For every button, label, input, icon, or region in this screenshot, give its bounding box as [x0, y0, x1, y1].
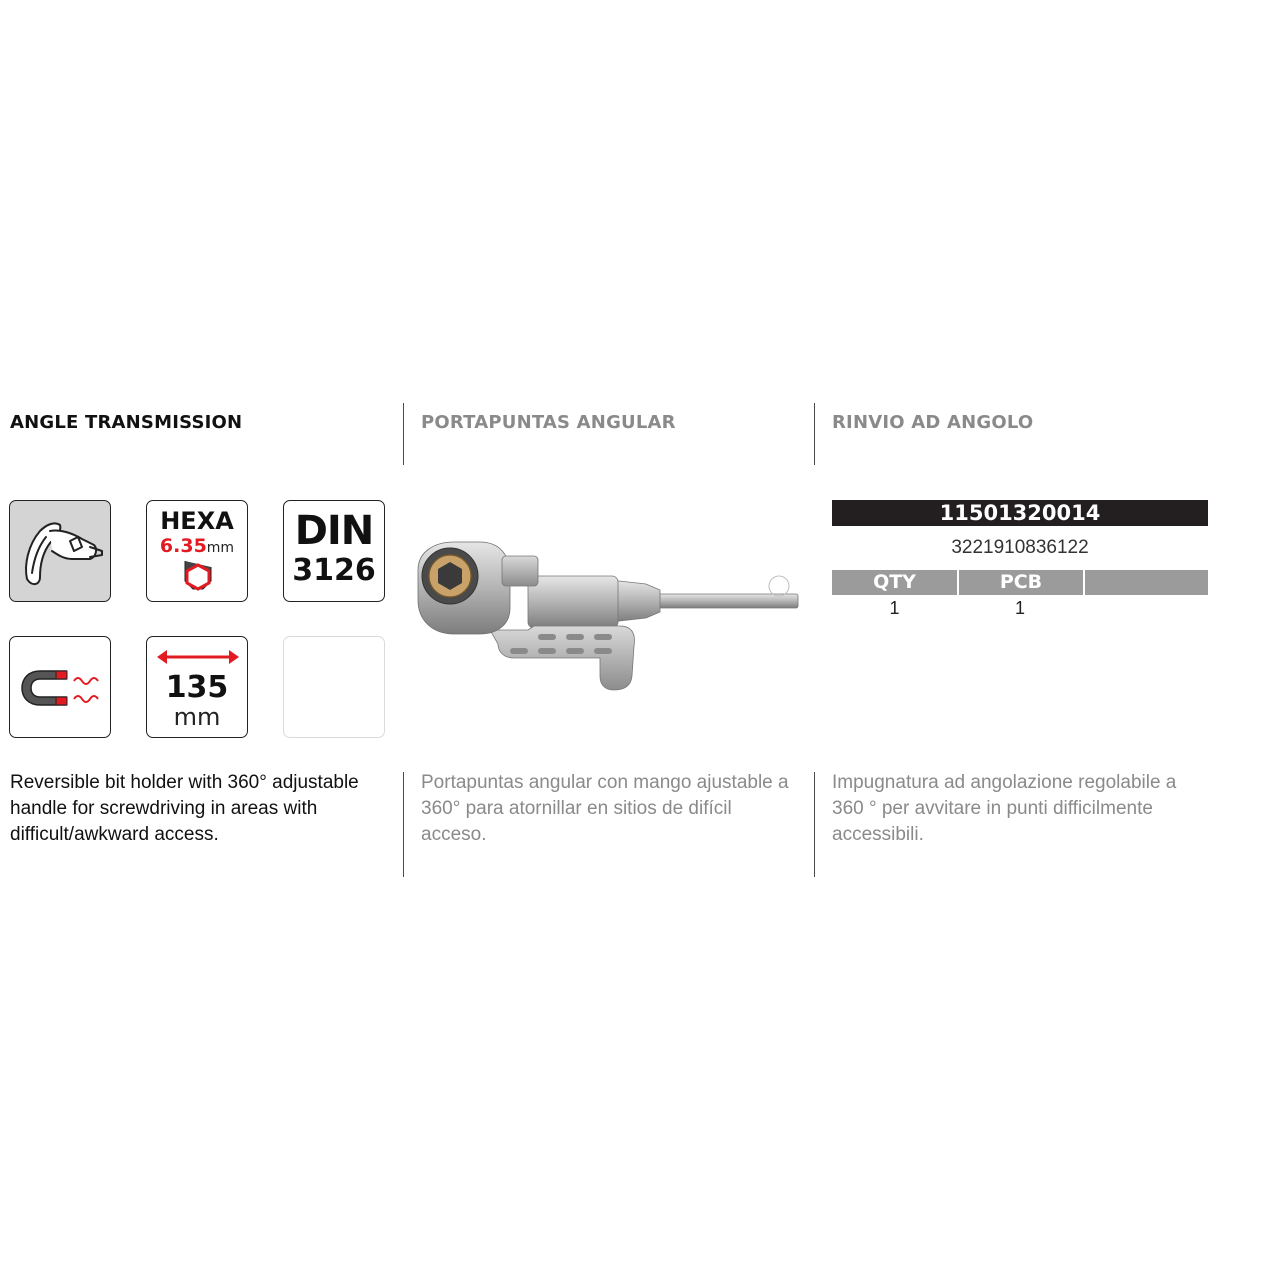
length-value: 135	[165, 670, 229, 705]
qty-header: QTY	[873, 571, 916, 593]
title-english: ANGLE TRANSMISSION	[10, 412, 243, 433]
title-italian: RINVIO AD ANGOLO	[832, 412, 1034, 433]
empty-value	[1083, 598, 1208, 619]
description-italian: Impugnatura ad angolazione regolabile a 360 ° per avvitare in punti difficilmente accessibili.	[832, 772, 1177, 845]
packaging-table-row	[832, 598, 1208, 619]
magnetic-icon	[9, 636, 111, 738]
title-spanish: PORTAPUNTAS ANGULAR	[421, 412, 676, 433]
cordless-screwdriver-icon	[9, 500, 111, 602]
empty-icon-slot	[283, 636, 385, 738]
pcb-header: PCB	[957, 570, 1083, 595]
qty-value: 1	[889, 598, 900, 618]
divider-bottom-left	[403, 772, 404, 877]
description-spanish: Portapuntas angular con mango ajustable a 360° para atornillar en sitios de difícil acceso.	[421, 772, 789, 845]
din-number: 3126	[292, 553, 376, 588]
description-english: Reversible bit holder with 360° adjustable handle for screwdriving in areas with difficult/awkward access.	[10, 772, 359, 845]
divider-top-right	[814, 403, 815, 465]
hexa-label: HEXA	[160, 507, 234, 535]
hexa-size-value: 6.35	[159, 535, 207, 557]
din-label: DIN	[294, 508, 374, 554]
article-code: 11501320014	[832, 500, 1208, 526]
packaging-table-header	[832, 570, 1208, 595]
length-icon	[146, 636, 248, 738]
divider-top-left	[403, 403, 404, 465]
divider-bottom-right	[814, 772, 815, 877]
length-unit: mm	[173, 703, 221, 731]
hexa-shank-icon	[146, 500, 248, 602]
hexa-size-unit: mm	[206, 540, 235, 556]
pcb-value: 1	[1014, 598, 1025, 618]
ean-barcode-number: 3221910836122	[951, 537, 1089, 558]
din-standard-icon	[283, 500, 385, 602]
product-image	[410, 530, 810, 700]
empty-header	[1083, 570, 1208, 595]
